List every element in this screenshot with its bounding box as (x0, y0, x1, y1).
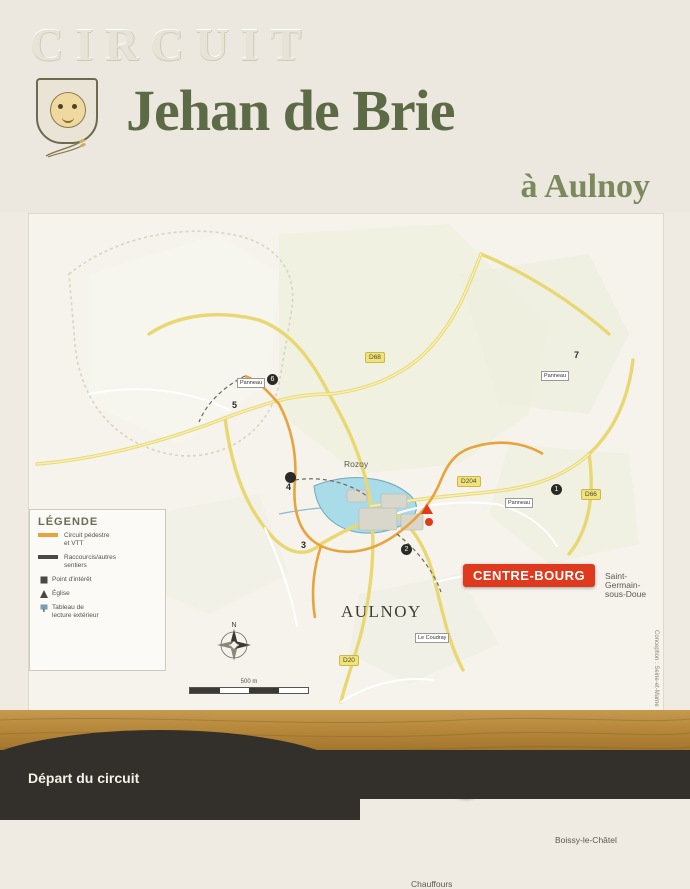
legend-title: LÉGENDE (38, 516, 99, 528)
map-legend (29, 509, 166, 671)
road-badge-2: D66 (581, 489, 601, 500)
dark-line-icon (38, 555, 58, 559)
map-label-locality-4: Boissy-le-Châtel (555, 835, 617, 845)
legend-item-1-line2: sentiers (64, 562, 87, 569)
map-placard-1: Panneau (541, 371, 569, 381)
legend-item-2 (38, 576, 165, 584)
road-badge-1: D204 (457, 476, 481, 487)
map-placard-0: Panneau (237, 378, 265, 388)
map-credit: Conception : Seine-et-Marne (653, 630, 659, 707)
svg-text:N: N (231, 622, 237, 629)
point-of-interest-icon (40, 576, 48, 584)
information-panel-icon (40, 604, 48, 612)
legend-item-1-line1: Raccourcis/autres (64, 554, 117, 561)
legend-item-0-line2: et VTT (64, 540, 84, 547)
map-waypoint-4[interactable]: 4 (286, 482, 292, 492)
map-scale-graphic (189, 687, 309, 694)
road-badge-3: D20 (339, 655, 359, 666)
church-icon (40, 590, 48, 598)
wheat-icon (42, 136, 88, 158)
page-title: Jehan de Brie (126, 78, 455, 143)
map-label-locality-0: Rozoy (344, 459, 369, 469)
depart-label: Départ du circuit (28, 770, 140, 786)
legend-item-4-line1: Tableau de (52, 604, 84, 611)
map-label-locality-2: Saint-Germain-sous-Doue (605, 571, 647, 599)
page-subtitle: à Aulnoy (520, 168, 650, 205)
map-waypoint-2[interactable]: 2 (401, 544, 412, 555)
header-kicker: CIRCUIT (30, 19, 314, 70)
map-waypoint-1[interactable]: 1 (551, 484, 562, 495)
map-waypoint-3[interactable]: 3 (301, 540, 307, 550)
map-waypoint-6[interactable]: 6 (267, 374, 278, 385)
legend-item-4-line2: lecture extérieur (52, 612, 99, 619)
map-waypoint-5[interactable]: 5 (232, 400, 238, 410)
coat-of-arms-icon (36, 78, 98, 160)
centre-bourg-label: CENTRE-BOURG (463, 564, 595, 587)
road-badge-0: D68 (365, 352, 385, 363)
map-label-aulnoy: AULNOY (341, 602, 422, 621)
legend-item-3 (38, 590, 165, 598)
legend-item-4 (38, 604, 165, 620)
legend-item-0 (38, 532, 165, 548)
map-waypoint-7[interactable]: 7 (574, 350, 580, 360)
orange-line-icon (38, 533, 58, 537)
map-label-locality-5: Chauffours (411, 879, 453, 889)
header-banner (0, 0, 690, 213)
compass-rose-icon (211, 619, 257, 671)
legend-item-0-line1: Circuit pédestre (64, 532, 110, 539)
map-placard-2: Panneau (505, 498, 533, 508)
map-scale-label: 500 m (240, 679, 258, 685)
map-placard-3: Le Coudray (415, 633, 449, 643)
legend-item-3-line1: Église (52, 590, 70, 597)
legend-item-1 (38, 554, 165, 570)
map-scale-bar (189, 679, 309, 694)
legend-item-2-line1: Point d'intérêt (52, 576, 92, 583)
